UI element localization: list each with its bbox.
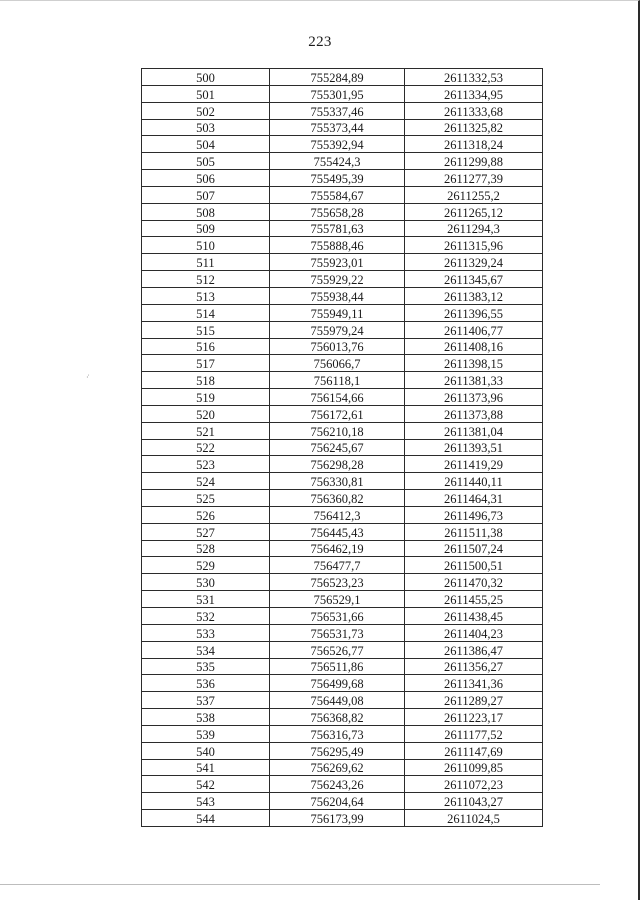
point-number-cell: 501: [142, 85, 270, 102]
y-coordinate-cell: 2611381,33: [405, 372, 543, 389]
table-row: [142, 624, 543, 641]
point-number-cell: 532: [142, 608, 270, 625]
x-coordinate-cell: 755337,46: [270, 102, 405, 119]
y-coordinate-cell: 2611464,31: [405, 490, 543, 507]
x-coordinate-cell: 755929,22: [270, 271, 405, 288]
coordinates-table-body: [142, 69, 543, 827]
y-coordinate-cell: 2611496,73: [405, 506, 543, 523]
table-row: [142, 203, 543, 220]
point-number-cell: 520: [142, 405, 270, 422]
coordinates-table: [141, 68, 543, 827]
x-coordinate-cell: 755284,89: [270, 69, 405, 86]
point-number-cell: 542: [142, 776, 270, 793]
x-coordinate-cell: 755979,24: [270, 321, 405, 338]
table-row: [142, 237, 543, 254]
x-coordinate-cell: 756412,3: [270, 506, 405, 523]
point-number-cell: 529: [142, 557, 270, 574]
point-number-cell: 527: [142, 523, 270, 540]
point-number-cell: 539: [142, 725, 270, 742]
y-coordinate-cell: 2611255,2: [405, 186, 543, 203]
point-number-cell: 528: [142, 540, 270, 557]
point-number-cell: 518: [142, 372, 270, 389]
point-number-cell: 517: [142, 355, 270, 372]
table-row: [142, 759, 543, 776]
table-row: [142, 776, 543, 793]
y-coordinate-cell: 2611386,47: [405, 641, 543, 658]
point-number-cell: 521: [142, 422, 270, 439]
point-number-cell: 502: [142, 102, 270, 119]
point-number-cell: 504: [142, 136, 270, 153]
x-coordinate-cell: 755658,28: [270, 203, 405, 220]
y-coordinate-cell: 2611356,27: [405, 658, 543, 675]
table-row: [142, 254, 543, 271]
y-coordinate-cell: 2611043,27: [405, 793, 543, 810]
table-row: [142, 85, 543, 102]
y-coordinate-cell: 2611406,77: [405, 321, 543, 338]
point-number-cell: 544: [142, 810, 270, 827]
point-number-cell: 507: [142, 186, 270, 203]
y-coordinate-cell: 2611373,88: [405, 405, 543, 422]
point-number-cell: 533: [142, 624, 270, 641]
y-coordinate-cell: 2611470,32: [405, 574, 543, 591]
y-coordinate-cell: 2611419,29: [405, 456, 543, 473]
table-row: [142, 338, 543, 355]
y-coordinate-cell: 2611289,27: [405, 692, 543, 709]
table-row: [142, 287, 543, 304]
point-number-cell: 511: [142, 254, 270, 271]
point-number-cell: 510: [142, 237, 270, 254]
y-coordinate-cell: 2611455,25: [405, 591, 543, 608]
x-coordinate-cell: 756243,26: [270, 776, 405, 793]
x-coordinate-cell: 755949,11: [270, 304, 405, 321]
point-number-cell: 541: [142, 759, 270, 776]
y-coordinate-cell: 2611500,51: [405, 557, 543, 574]
x-coordinate-cell: 756173,99: [270, 810, 405, 827]
x-coordinate-cell: 756154,66: [270, 389, 405, 406]
point-number-cell: 523: [142, 456, 270, 473]
x-coordinate-cell: 756360,82: [270, 490, 405, 507]
table-row: [142, 102, 543, 119]
y-coordinate-cell: 2611265,12: [405, 203, 543, 220]
y-coordinate-cell: 2611325,82: [405, 119, 543, 136]
x-coordinate-cell: 756172,61: [270, 405, 405, 422]
table-row: [142, 456, 543, 473]
y-coordinate-cell: 2611404,23: [405, 624, 543, 641]
table-row: [142, 321, 543, 338]
table-row: [142, 405, 543, 422]
x-coordinate-cell: 756531,66: [270, 608, 405, 625]
x-coordinate-cell: 756477,7: [270, 557, 405, 574]
table-row: [142, 675, 543, 692]
point-number-cell: 500: [142, 69, 270, 86]
x-coordinate-cell: 756330,81: [270, 473, 405, 490]
point-number-cell: 508: [142, 203, 270, 220]
x-coordinate-cell: 756523,23: [270, 574, 405, 591]
x-coordinate-cell: 755938,44: [270, 287, 405, 304]
y-coordinate-cell: 2611383,12: [405, 287, 543, 304]
page-number: 223: [308, 34, 332, 50]
point-number-cell: 512: [142, 271, 270, 288]
x-coordinate-cell: 755888,46: [270, 237, 405, 254]
table-row: [142, 439, 543, 456]
y-coordinate-cell: 2611333,68: [405, 102, 543, 119]
point-number-cell: 531: [142, 591, 270, 608]
y-coordinate-cell: 2611099,85: [405, 759, 543, 776]
x-coordinate-cell: 755424,3: [270, 153, 405, 170]
table-row: [142, 709, 543, 726]
y-coordinate-cell: 2611345,67: [405, 271, 543, 288]
x-coordinate-cell: 756526,77: [270, 641, 405, 658]
table-row: [142, 153, 543, 170]
table-row: [142, 540, 543, 557]
point-number-cell: 516: [142, 338, 270, 355]
y-coordinate-cell: 2611341,36: [405, 675, 543, 692]
table-row: [142, 742, 543, 759]
table-row: [142, 692, 543, 709]
y-coordinate-cell: 2611299,88: [405, 153, 543, 170]
table-row: [142, 523, 543, 540]
point-number-cell: 530: [142, 574, 270, 591]
x-coordinate-cell: 756295,49: [270, 742, 405, 759]
table-row: [142, 793, 543, 810]
y-coordinate-cell: 2611393,51: [405, 439, 543, 456]
point-number-cell: 519: [142, 389, 270, 406]
x-coordinate-cell: 756204,64: [270, 793, 405, 810]
x-coordinate-cell: 756298,28: [270, 456, 405, 473]
y-coordinate-cell: 2611277,39: [405, 170, 543, 187]
x-coordinate-cell: 756449,08: [270, 692, 405, 709]
table-row: [142, 271, 543, 288]
point-number-cell: 503: [142, 119, 270, 136]
y-coordinate-cell: 2611024,5: [405, 810, 543, 827]
y-coordinate-cell: 2611177,52: [405, 725, 543, 742]
table-row: [142, 372, 543, 389]
bottom-rule: [0, 884, 600, 885]
point-number-cell: 505: [142, 153, 270, 170]
y-coordinate-cell: 2611318,24: [405, 136, 543, 153]
y-coordinate-cell: 2611438,45: [405, 608, 543, 625]
x-coordinate-cell: 756210,18: [270, 422, 405, 439]
y-coordinate-cell: 2611223,17: [405, 709, 543, 726]
y-coordinate-cell: 2611396,55: [405, 304, 543, 321]
table-row: [142, 422, 543, 439]
y-coordinate-cell: 2611398,15: [405, 355, 543, 372]
table-row: [142, 69, 543, 86]
table-row: [142, 490, 543, 507]
y-coordinate-cell: 2611511,38: [405, 523, 543, 540]
y-coordinate-cell: 2611440,11: [405, 473, 543, 490]
x-coordinate-cell: 756511,86: [270, 658, 405, 675]
x-coordinate-cell: 756066,7: [270, 355, 405, 372]
point-number-cell: 534: [142, 641, 270, 658]
point-number-cell: 509: [142, 220, 270, 237]
point-number-cell: 524: [142, 473, 270, 490]
point-number-cell: 506: [142, 170, 270, 187]
point-number-cell: 540: [142, 742, 270, 759]
table-row: [142, 641, 543, 658]
table-row: [142, 506, 543, 523]
y-coordinate-cell: 2611334,95: [405, 85, 543, 102]
x-coordinate-cell: 756245,67: [270, 439, 405, 456]
table-row: [142, 304, 543, 321]
x-coordinate-cell: 756499,68: [270, 675, 405, 692]
y-coordinate-cell: 2611408,16: [405, 338, 543, 355]
y-coordinate-cell: 2611315,96: [405, 237, 543, 254]
point-number-cell: 543: [142, 793, 270, 810]
x-coordinate-cell: 755584,67: [270, 186, 405, 203]
table-row: [142, 574, 543, 591]
table-row: [142, 119, 543, 136]
x-coordinate-cell: 756316,73: [270, 725, 405, 742]
table-row: [142, 220, 543, 237]
table-row: [142, 658, 543, 675]
point-number-cell: 526: [142, 506, 270, 523]
x-coordinate-cell: 755392,94: [270, 136, 405, 153]
point-number-cell: 525: [142, 490, 270, 507]
table-row: [142, 591, 543, 608]
table-row: [142, 136, 543, 153]
y-coordinate-cell: 2611329,24: [405, 254, 543, 271]
y-coordinate-cell: 2611507,24: [405, 540, 543, 557]
x-coordinate-cell: 756118,1: [270, 372, 405, 389]
point-number-cell: 513: [142, 287, 270, 304]
x-coordinate-cell: 756462,19: [270, 540, 405, 557]
point-number-cell: 522: [142, 439, 270, 456]
table-row: [142, 810, 543, 827]
x-coordinate-cell: 756368,82: [270, 709, 405, 726]
y-coordinate-cell: 2611294,3: [405, 220, 543, 237]
x-coordinate-cell: 755923,01: [270, 254, 405, 271]
scan-speck: ·̇: [86, 373, 89, 382]
table-row: [142, 355, 543, 372]
table-row: [142, 170, 543, 187]
table-row: [142, 186, 543, 203]
table-row: [142, 389, 543, 406]
x-coordinate-cell: 756445,43: [270, 523, 405, 540]
x-coordinate-cell: 756529,1: [270, 591, 405, 608]
y-coordinate-cell: 2611147,69: [405, 742, 543, 759]
table-row: [142, 608, 543, 625]
point-number-cell: 537: [142, 692, 270, 709]
x-coordinate-cell: 755373,44: [270, 119, 405, 136]
point-number-cell: 536: [142, 675, 270, 692]
y-coordinate-cell: 2611072,23: [405, 776, 543, 793]
y-coordinate-cell: 2611373,96: [405, 389, 543, 406]
point-number-cell: 538: [142, 709, 270, 726]
x-coordinate-cell: 755301,95: [270, 85, 405, 102]
table-row: [142, 473, 543, 490]
x-coordinate-cell: 755781,63: [270, 220, 405, 237]
table-row: [142, 557, 543, 574]
x-coordinate-cell: 756269,62: [270, 759, 405, 776]
point-number-cell: 514: [142, 304, 270, 321]
x-coordinate-cell: 756531,73: [270, 624, 405, 641]
y-coordinate-cell: 2611381,04: [405, 422, 543, 439]
x-coordinate-cell: 755495,39: [270, 170, 405, 187]
x-coordinate-cell: 756013,76: [270, 338, 405, 355]
point-number-cell: 535: [142, 658, 270, 675]
point-number-cell: 515: [142, 321, 270, 338]
table-row: [142, 725, 543, 742]
y-coordinate-cell: 2611332,53: [405, 69, 543, 86]
